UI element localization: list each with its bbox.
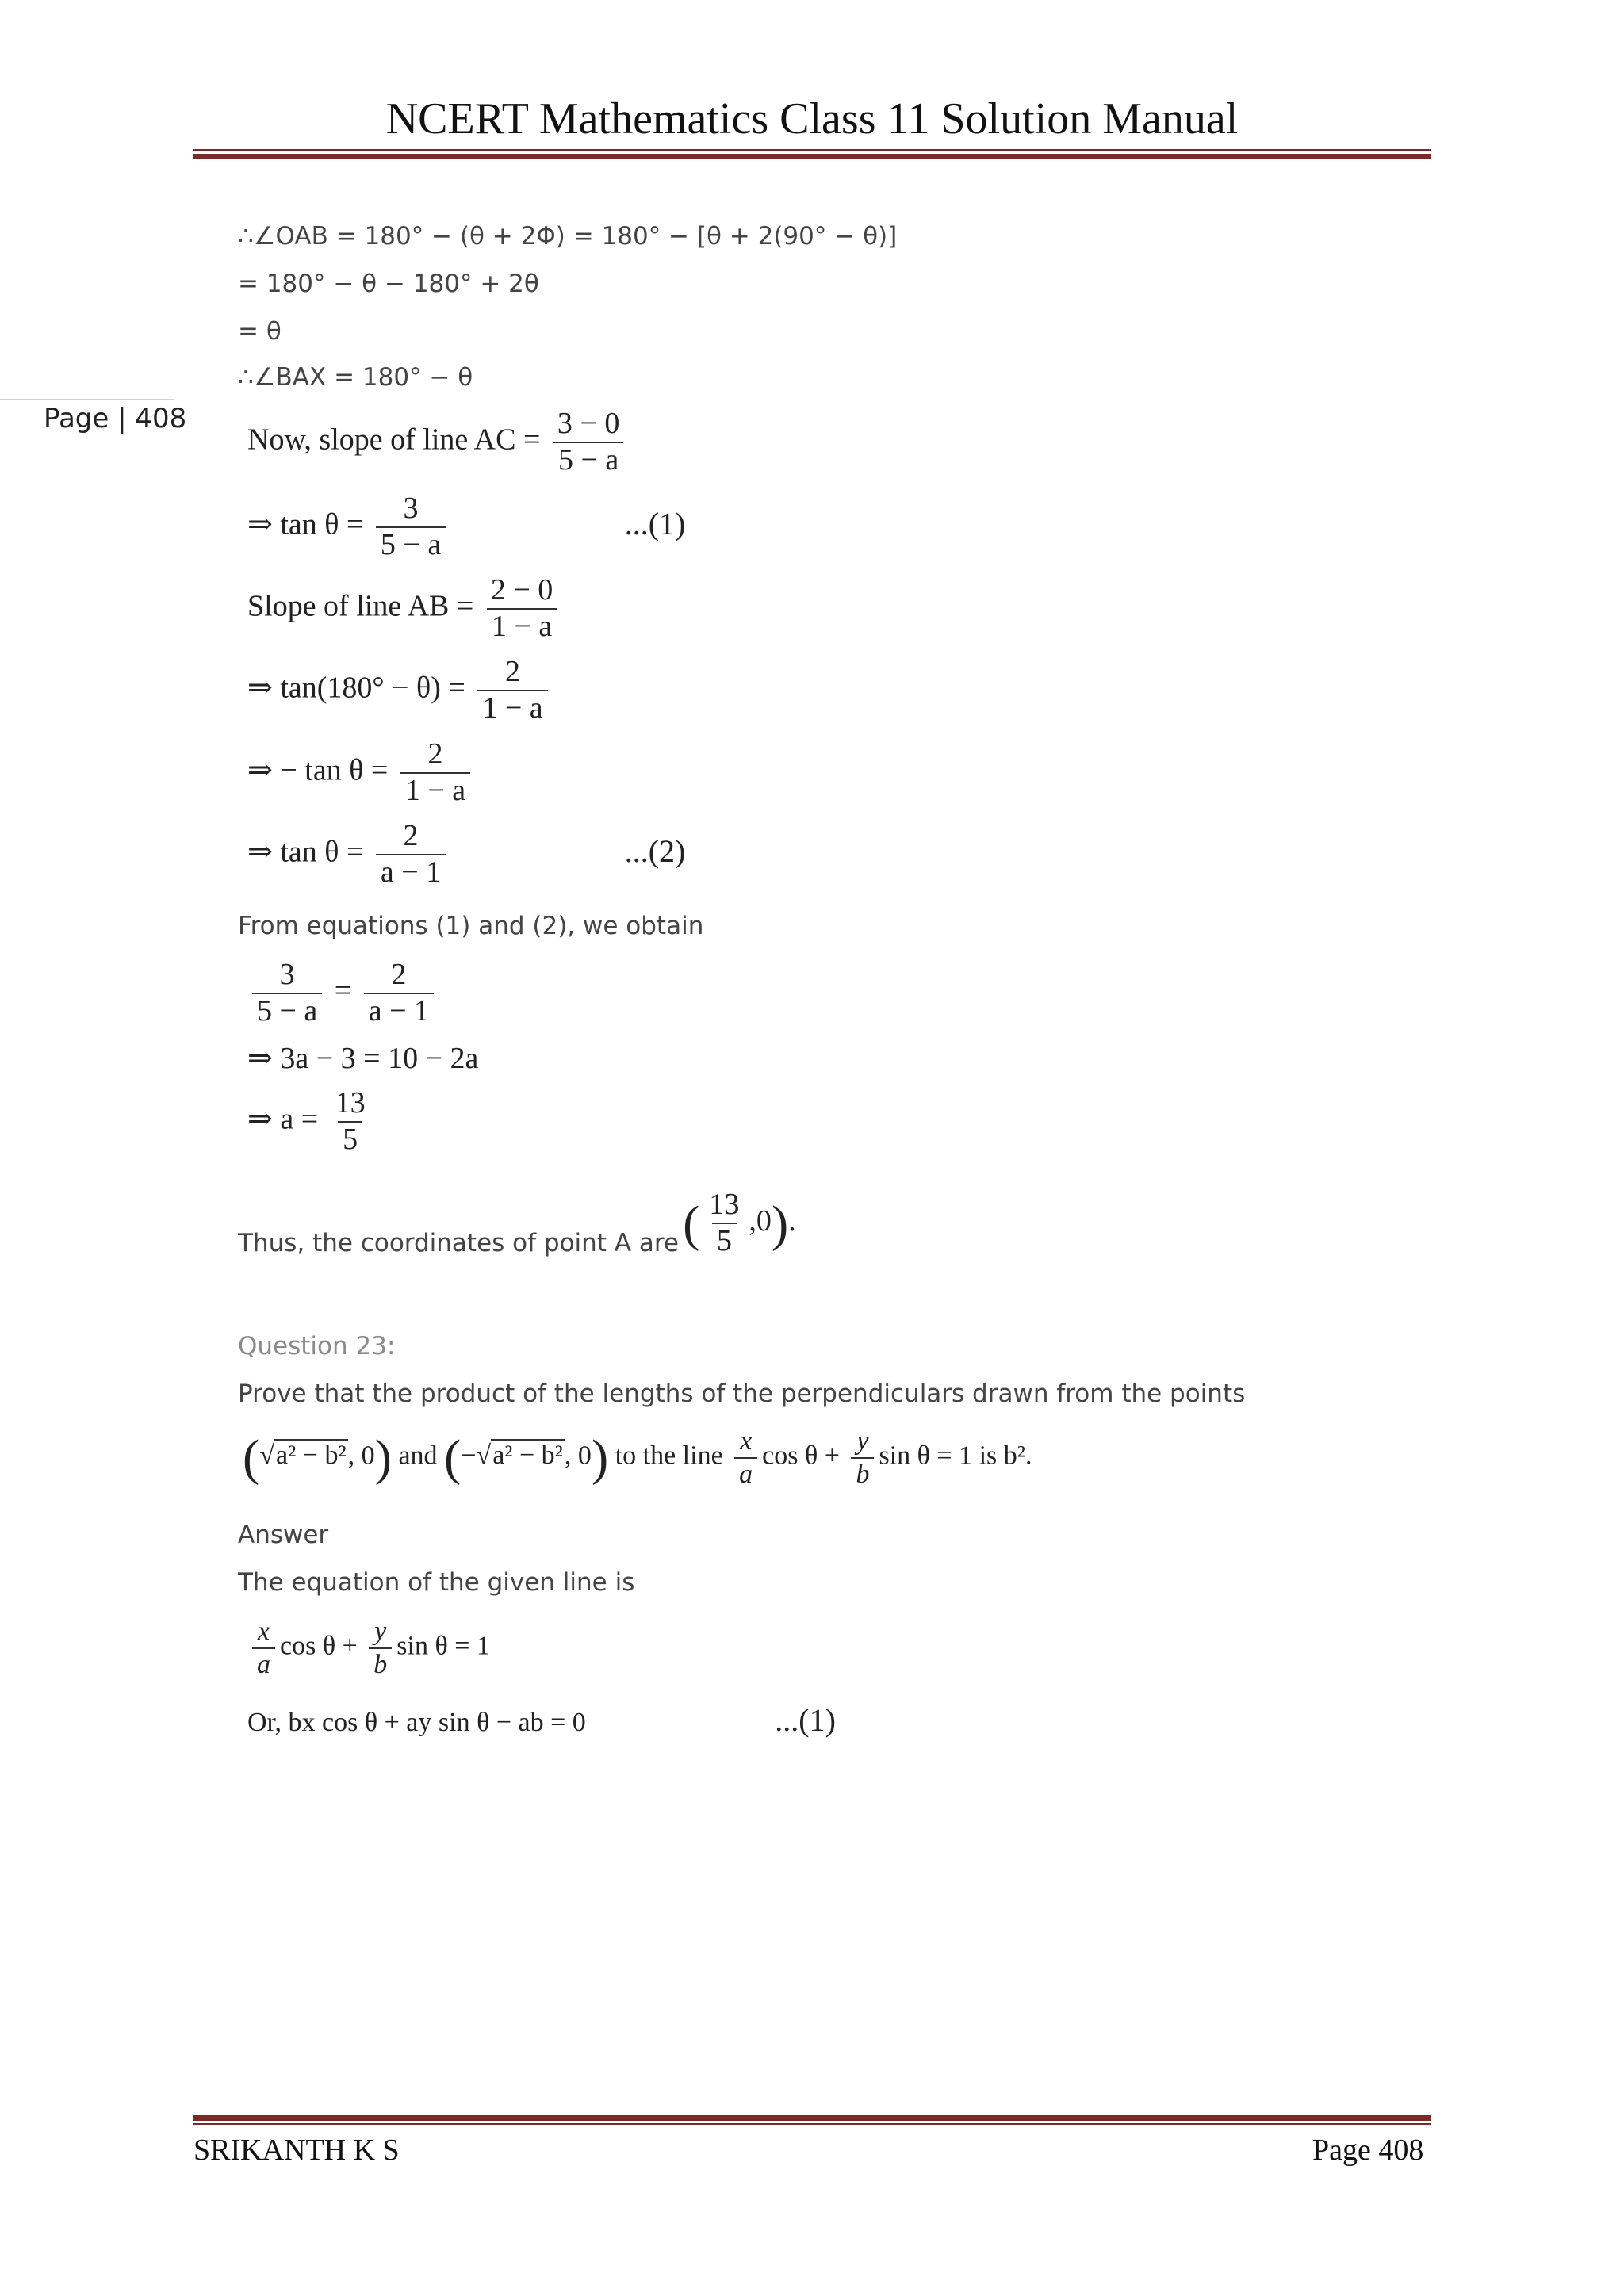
line-frac-y-b bbox=[369, 1617, 392, 1678]
eq-linear: ⇒ 3a − 3 = 10 − 2a bbox=[247, 1042, 479, 1075]
eq-tag-2: ...(2) bbox=[624, 832, 686, 869]
given-line-text: The equation of the given line is bbox=[238, 1568, 635, 1597]
eq-tan-1 bbox=[247, 493, 685, 561]
p1-tail: , 0 bbox=[347, 1441, 375, 1471]
step-simplify: = 180° − θ − 180° + 2θ bbox=[238, 270, 539, 298]
footer-page-number: Page 408 bbox=[1312, 2133, 1424, 2167]
or-equation-text: Or, bx cos θ + ay sin θ − ab = 0 bbox=[247, 1708, 586, 1737]
header-title: NCERT Mathematics Class 11 Solution Manual bbox=[385, 94, 1239, 144]
coords-tail: ,0 bbox=[749, 1203, 772, 1238]
q-cos: cos θ + bbox=[762, 1441, 840, 1471]
coords-text: Thus, the coordinates of point A are bbox=[238, 1228, 680, 1257]
eq-tan-2-frac bbox=[376, 821, 446, 889]
eq-neg-tan-den: 1 − a bbox=[400, 772, 470, 807]
eq-neg-tan-num: 2 bbox=[427, 737, 443, 771]
eq-ratio-left-num: 3 bbox=[279, 958, 295, 991]
coords-close-paren: ) bbox=[771, 1194, 789, 1251]
line-frac-x: x bbox=[257, 1617, 270, 1646]
eq-ratio-right bbox=[364, 959, 434, 1027]
header-rule-bottom bbox=[193, 154, 1431, 159]
p1-radicand: a² − b² bbox=[275, 1441, 347, 1471]
p1-open-paren: ( bbox=[243, 1429, 260, 1486]
step-theta: = θ bbox=[238, 317, 282, 346]
eq-a-num: 13 bbox=[335, 1086, 366, 1119]
eq-neg-tan-frac bbox=[400, 739, 470, 807]
p2-radicand: a² − b² bbox=[492, 1441, 563, 1471]
eq-slope-ab bbox=[247, 575, 562, 643]
q-frac-y-b bbox=[851, 1427, 874, 1488]
q-frac-x-a bbox=[734, 1427, 757, 1488]
eq-ratio-right-den: a − 1 bbox=[364, 993, 434, 1027]
eq-ratio-equals: = bbox=[334, 974, 352, 1008]
and-word: and bbox=[398, 1441, 438, 1471]
header-rule-top bbox=[193, 149, 1431, 151]
eq-tan-180-den: 1 − a bbox=[477, 690, 547, 725]
eq-tan-2-prefix: ⇒ tan θ = bbox=[247, 835, 364, 869]
q-frac-b: b bbox=[851, 1457, 874, 1489]
coords-open-paren: ( bbox=[683, 1194, 700, 1251]
eq-slope-ac bbox=[247, 408, 629, 476]
eq-tan-2 bbox=[247, 821, 685, 889]
sqrt-symbol-1: √ bbox=[259, 1441, 274, 1471]
q-frac-x: x bbox=[740, 1426, 753, 1456]
eq-tan-180-frac bbox=[477, 656, 547, 725]
eq-slope-ab-den: 1 − a bbox=[487, 608, 557, 643]
eq-neg-tan-prefix: ⇒ − tan θ = bbox=[247, 753, 389, 787]
eq-slope-ac-den: 5 − a bbox=[553, 442, 623, 476]
coords-line bbox=[238, 1189, 796, 1257]
step-bax: ∴∠BAX = 180° − θ bbox=[238, 363, 473, 392]
p2-open-paren: ( bbox=[444, 1429, 462, 1486]
eq-a-frac bbox=[331, 1088, 370, 1156]
eq-tan-1-prefix: ⇒ tan θ = bbox=[247, 507, 364, 541]
eq-slope-ab-prefix: Slope of line AB = bbox=[247, 589, 474, 623]
q-frac-y: y bbox=[856, 1426, 869, 1456]
question-prompt: Prove that the product of the lengths of the perpendiculars drawn from the points bbox=[238, 1380, 1246, 1408]
step-oab: ∴∠OAB = 180° − (θ + 2Φ) = 180° − [θ + 2(90° − θ)] bbox=[238, 222, 898, 251]
eq-a-value bbox=[247, 1088, 375, 1156]
margin-rule bbox=[0, 399, 174, 400]
q-sin: sin θ = 1 is b². bbox=[879, 1441, 1032, 1471]
footer-rule-bottom bbox=[193, 2123, 1431, 2125]
eq-tan-180-num: 2 bbox=[504, 655, 520, 688]
p2-neg: − bbox=[461, 1441, 477, 1471]
coords-point bbox=[683, 1188, 796, 1257]
question-heading: Question 23: bbox=[238, 1332, 396, 1360]
eq-tan-2-den: a − 1 bbox=[376, 854, 446, 889]
line-equation bbox=[247, 1617, 490, 1678]
eq-a-den: 5 bbox=[338, 1121, 362, 1156]
margin-page-label: Page | 408 bbox=[44, 403, 187, 434]
eq-ratio-right-num: 2 bbox=[391, 958, 407, 991]
text-from-equations: From equations (1) and (2), we obtain bbox=[238, 912, 704, 940]
eq-tan-1-frac bbox=[376, 493, 446, 561]
q-frac-a: a bbox=[734, 1457, 757, 1489]
line-cos: cos θ + bbox=[280, 1631, 358, 1661]
footer-rule-top bbox=[193, 2115, 1431, 2121]
to-line-text: to the line bbox=[615, 1441, 723, 1471]
eq-slope-ab-num: 2 − 0 bbox=[490, 573, 553, 607]
eq-ratio bbox=[247, 959, 439, 1027]
eq-tan-180-prefix: ⇒ tan(180° − θ) = bbox=[247, 671, 465, 705]
p1-close-paren: ) bbox=[374, 1429, 392, 1486]
line-frac-a: a bbox=[252, 1647, 275, 1679]
line-sin: sin θ = 1 bbox=[396, 1631, 490, 1661]
line-frac-y: y bbox=[374, 1617, 387, 1646]
or-equation-tag: ...(1) bbox=[775, 1702, 836, 1738]
question-points-line bbox=[243, 1427, 1032, 1488]
eq-ratio-left bbox=[252, 959, 322, 1027]
eq-slope-ac-prefix: Now, slope of line AC = bbox=[247, 423, 541, 457]
eq-tag-1: ...(1) bbox=[624, 505, 686, 541]
or-equation bbox=[247, 1701, 836, 1739]
sqrt-symbol-2: √ bbox=[476, 1441, 492, 1471]
p2-tail: , 0 bbox=[564, 1441, 592, 1471]
eq-slope-ac-frac bbox=[553, 408, 624, 476]
eq-ratio-left-den: 5 − a bbox=[252, 993, 322, 1027]
line-frac-b: b bbox=[369, 1647, 392, 1679]
footer-author: SRIKANTH K S bbox=[193, 2133, 400, 2167]
eq-slope-ab-frac bbox=[486, 575, 557, 643]
eq-neg-tan bbox=[247, 739, 475, 807]
coords-period: . bbox=[788, 1203, 796, 1238]
line-frac-x-a bbox=[252, 1617, 275, 1678]
eq-tan-2-num: 2 bbox=[403, 819, 419, 852]
eq-slope-ac-num: 3 − 0 bbox=[557, 407, 620, 440]
eq-tan-180 bbox=[247, 656, 553, 725]
eq-tan-1-den: 5 − a bbox=[376, 526, 446, 561]
coords-num: 13 bbox=[709, 1188, 740, 1221]
p2-close-paren: ) bbox=[591, 1429, 609, 1486]
answer-label: Answer bbox=[238, 1521, 329, 1549]
coords-den: 5 bbox=[712, 1223, 737, 1257]
eq-tan-1-num: 3 bbox=[403, 492, 419, 525]
coords-frac bbox=[704, 1189, 744, 1257]
eq-a-prefix: ⇒ a = bbox=[247, 1102, 319, 1136]
